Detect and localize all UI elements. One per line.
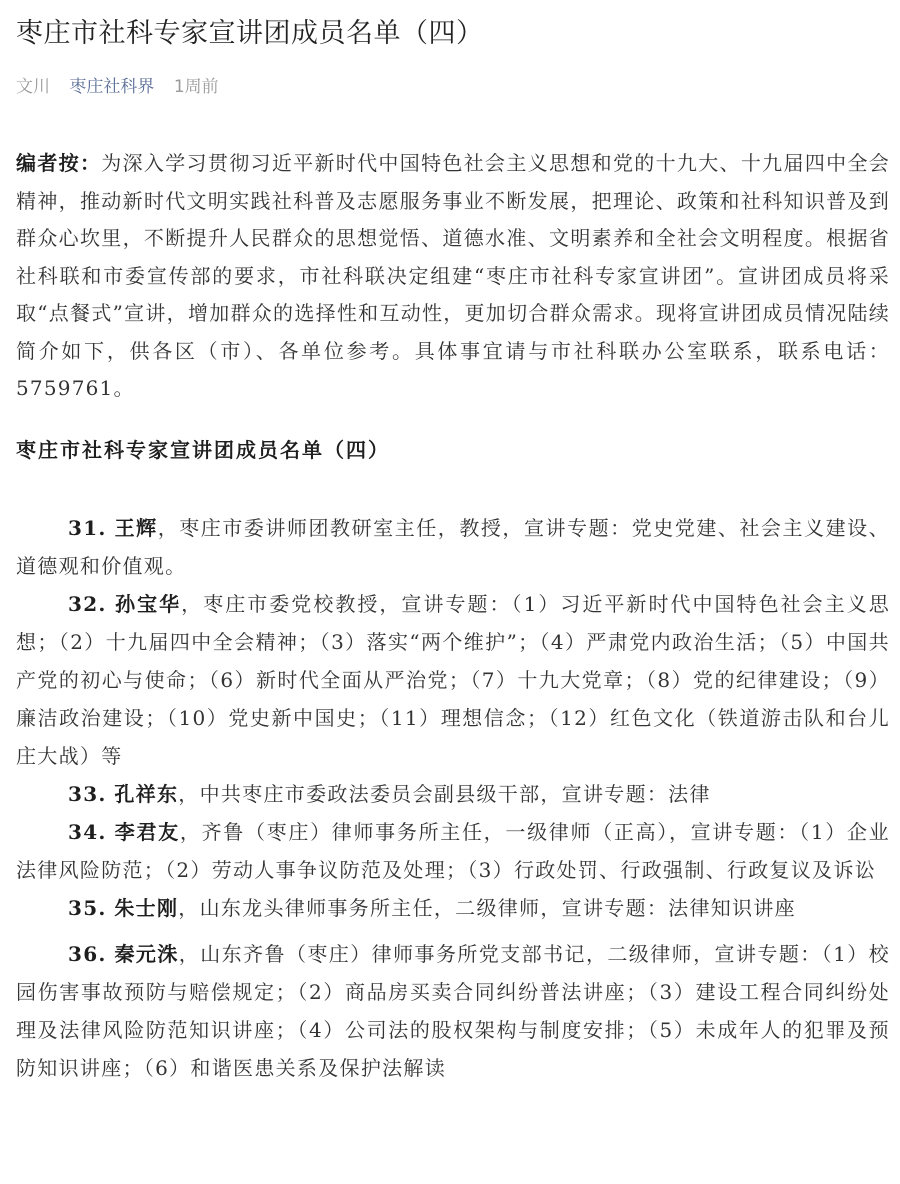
member-description: ，山东龙头律师事务所主任，二级律师，宣讲专题：法律知识讲座 bbox=[178, 896, 796, 920]
publish-time: 1周前 bbox=[173, 77, 219, 97]
list-item bbox=[16, 813, 890, 889]
list-item bbox=[16, 775, 890, 813]
entry-number: 32. bbox=[68, 592, 107, 616]
section-heading: 枣庄市社科专家宣讲团成员名单（四） bbox=[16, 438, 390, 462]
entry-number: 36. bbox=[68, 942, 107, 966]
member-name: 孙宝华 bbox=[115, 592, 182, 616]
member-name: 孔祥东 bbox=[114, 782, 179, 806]
list-item bbox=[16, 585, 890, 775]
member-name: 李君友 bbox=[114, 820, 180, 844]
list-item bbox=[16, 889, 890, 927]
entry-number: 31. bbox=[68, 516, 107, 540]
member-list bbox=[16, 509, 890, 1087]
member-description: ，山东齐鲁（枣庄）律师事务所党支部书记，二级律师，宣讲专题：（1）校园伤害事故预防与赔偿规定；（2）商品房买卖合同纠纷普法讲座；（3）建设工程合同纠纷处理及法律风险防范知识讲座；（4）公司法的股权架构与制度安排；（5）未成年人的犯罪及预防知识讲座；（6）和谐医患关系及保护法解读 bbox=[16, 942, 890, 1080]
account-link[interactable]: 枣庄社科界 bbox=[69, 77, 155, 97]
member-description: ，枣庄市委讲师团教研室主任，教授，宣讲专题：党史党建、社会主义建设、道德观和价值观。 bbox=[16, 516, 890, 578]
editor-note-text: 为深入学习贯彻习近平新时代中国特色社会主义思想和党的十九大、十九届四中全会精神，推动新时代文明实践社科普及志愿服务事业不断发展，把理论、政策和社科知识普及到群众心坎里，不断提升人民群众的思想觉悟、道德水准、文明素养和全社会文明程度。根据省社科联和市委宣传部的要求，市社科联决定组建“枣庄市社科专家宣讲团”。宣讲团成员将采取“点餐式”宣讲，增加群众的选择性和互动性，更加切合群众需求。现将宣讲团成员情况陆续简介如下，供各区（市）、各单位参考。具体事宜请与市社科联办公室联系，联系电话：5759761。 bbox=[16, 151, 890, 400]
editor-note bbox=[16, 145, 890, 408]
article-title: 枣庄市社科专家宣讲团成员名单（四） bbox=[16, 18, 484, 49]
list-item bbox=[16, 509, 890, 585]
entry-number: 33. bbox=[68, 782, 107, 806]
editor-note-label: 编者按： bbox=[16, 151, 102, 175]
entry-number: 35. bbox=[68, 896, 107, 920]
article-meta bbox=[16, 72, 233, 102]
member-description: ，枣庄市委党校教授，宣讲专题：（1）习近平新时代中国特色社会主义思想；（2）十九届四中全会精神；（3）落实“两个维护”；（4）严肃党内政治生活；（5）中国共产党的初心与使命；（6）新时代全面从严治党；（7）十九大党章；（8）党的纪律建设；（9）廉洁政治建设；（10）党史新中国史；（11）理想信念；（12）红色文化（铁道游击队和台儿庄大战）等 bbox=[16, 592, 890, 768]
member-description: ，中共枣庄市委政法委员会副县级干部，宣讲专题：法律 bbox=[178, 782, 711, 806]
member-name: 秦元洙 bbox=[114, 942, 179, 966]
author-name: 文川 bbox=[16, 77, 50, 97]
member-name: 朱士刚 bbox=[114, 896, 179, 920]
entry-number: 34. bbox=[68, 820, 107, 844]
member-description: ，齐鲁（枣庄）律师事务所主任，一级律师（正高），宣讲专题：（1）企业法律风险防范；（2）劳动人事争议防范及处理；（3）行政处罚、行政强制、行政复议及诉讼 bbox=[16, 820, 890, 882]
list-item bbox=[16, 935, 890, 1087]
member-name: 王辉 bbox=[114, 516, 158, 540]
